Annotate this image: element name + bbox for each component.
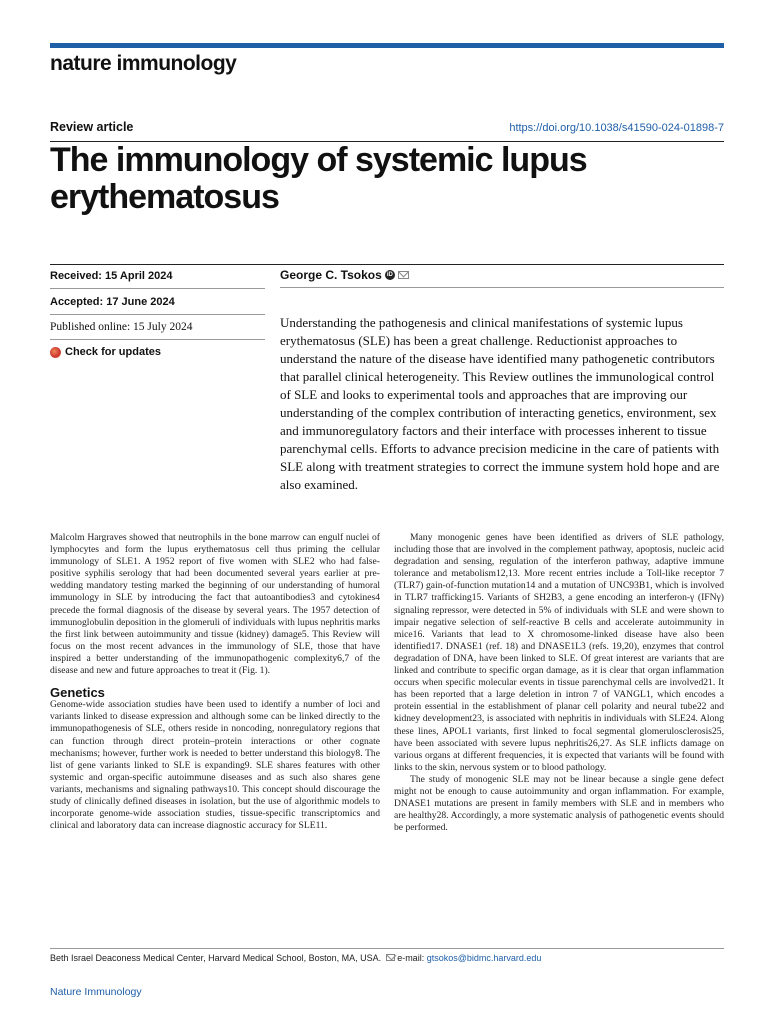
orcid-icon[interactable]: iD [386,272,393,278]
affiliation-text: Beth Israel Deaconess Medical Center, Harvard Medical School, Boston, MA, USA. [50,953,382,963]
author-name[interactable]: George C. Tsokos [280,268,382,282]
doi-link[interactable]: https://doi.org/10.1038/s41590-024-01898-7 [509,122,724,134]
left-column [50,532,380,832]
right-column [394,532,724,834]
abstract: Understanding the pathogenesis and clinical manifestations of systemic lupus erythematosus (SLE) has been a great challenge. Reductionist approaches to understand the nature of the disease have identified many pathogenetic contributors that parallel clinical heterogeneity. This Review outlines the immunological control of SLE and looks to experimental tools and approaches that are improving our understanding of the complex contribution of interacting genetics, environment, sex and immunoregulatory factors and their interface with processes inherent to tissue parenchymal cells. Efforts to advance precision medicine in the care of patients with SLE along with treatment strategies to correct the immune system hold hope and are also examined. [280,315,720,492]
footer-journal-name: Nature Immunology [50,986,142,998]
monogenic-study-paragraph: The study of monogenic SLE may not be linear because a single gene defect might not be enough to cause autoimmunity and organ inflammation. For example, DNASE1 mutations are present in family members with SLE and in members who are healthy28. Accordingly, a more systematic analysis of pathogenetic events should be performed. [394,773,724,834]
monogenic-paragraph: Many monogenic genes have been identified as drivers of SLE pathology, including those that are involved in the complement pathway, apoptosis, nucleic acid degradation and sensing, regulation of the interferon pathway, adaptive immune tolerance and metabolism12,13. More recent entries include a Toll-like receptor 7 (TLR7) gain-of-function mutation14 and a mutation of UNC93B1, which is involved in TLR7 trafficking15. Variants of SH2B3, a gene encoding an interferon-γ (IFNγ) signaling repressor, were detected in 5% of individuals with SLE and were shown to impair negative selection of self-reactive B cells and accelerate autoimmunity in mice16. Variants that lead to X chromosome-linked disease have also been identified17. DNASE1 (ref. 18) and DNASE1L3 (refs. 19,20), enzymes that control degradation of DNA, have been linked to SLE. Of great interest are variants that are linked and contribute to specific organ damage, as it is clear that organ inflammation occurs when specific molecular events in tissue parenchymal cells are involved21. It has been reported that a large deletion in intron 7 of VANGL1, which encodes a protein essential in the establishment of planar cell polarity and neural tube22 and kidney development23, is associated with nephritis in individuals with SLE24. Along these lines, APOL1 variants, first linked to focal segmental glomerulosclerosis25, have been associated with severe lupus nephritis26,27. As SLE inflicts damage on various organs at different frequencies, it is expected that variants will be found with links to the skin, nervous system or to blood pathology. [394,532,724,773]
article-type: Review article [50,120,134,134]
published-date: Published online: 15 July 2024 [50,321,193,333]
journal-header-bar [50,43,724,48]
mail-icon[interactable] [398,271,409,279]
author-line [280,268,409,282]
section-heading-genetics: Genetics [50,685,105,701]
mail-icon [386,954,395,961]
check-updates-icon [50,347,61,358]
divider [50,314,265,315]
check-updates-label: Check for updates [65,346,161,358]
footer-divider [50,948,724,949]
genetics-paragraph: Genome-wide association studies have been used to identify a number of loci and variants linked to disease expression and although some can be linked directly to the immunopathogenesis of SLE, others reside in noncoding, nonregulatory regions that can function through direct protein–protein interactions or other cognate mechanisms; however, further work is needed to better understand this biology8. The list of gene variants linked to SLE is expanding9. SLE shares features with other systemic and organ-specific autoimmune diseases and as such also shares gene variants, mechanisms and signaling pathways10. This concept should discourage the study of clinically defined diseases in isolation, but the use of algorithmic models to incorporate genome-wide association studies, tissue-specific transcriptomics and clinical and laboratory data can increase diagnostic accuracy for SLE11. [50,699,380,832]
divider [50,288,265,289]
article-title: The immunology of systemic lupus erythematosus [50,141,587,216]
divider [280,287,724,288]
email-label: e-mail: [397,953,425,963]
divider [50,339,265,340]
email-link[interactable]: gtsokos@bidmc.harvard.edu [426,953,542,963]
received-date: Received: 15 April 2024 [50,270,173,282]
journal-name: nature immunology [50,52,237,75]
check-updates-button[interactable] [50,346,265,358]
intro-paragraph: Malcolm Hargraves showed that neutrophils in the bone marrow can engulf nuclei of lymphocytes and form the lupus erythematosus cell thus priming the cellular immunology of SLE1. A 1952 report of five women with SLE2 who had false-positive syphilis serology that had been documented several years earlier at pre-wedding mandatory testing marked the beginning of our understanding of humoral immunology in SLE by introducing the fact that autoantibodies3 and cytokines4 precede the formal diagnosis of the disease by several years. The 1957 detection of immunoglobulin deposition in the glomeruli of individuals with lupus nephritis marks the first link between autoimmunity and tissue (kidney) damage5. This Review will focus on the most recent advances in the immunology of SLE, those that have inspired a better understanding of the immunopathogenic complexity6,7 of the disease and new and future approaches to treat it (Fig. 1). [50,532,380,677]
divider [50,264,724,265]
accepted-date: Accepted: 17 June 2024 [50,296,175,308]
affiliation [50,953,541,963]
